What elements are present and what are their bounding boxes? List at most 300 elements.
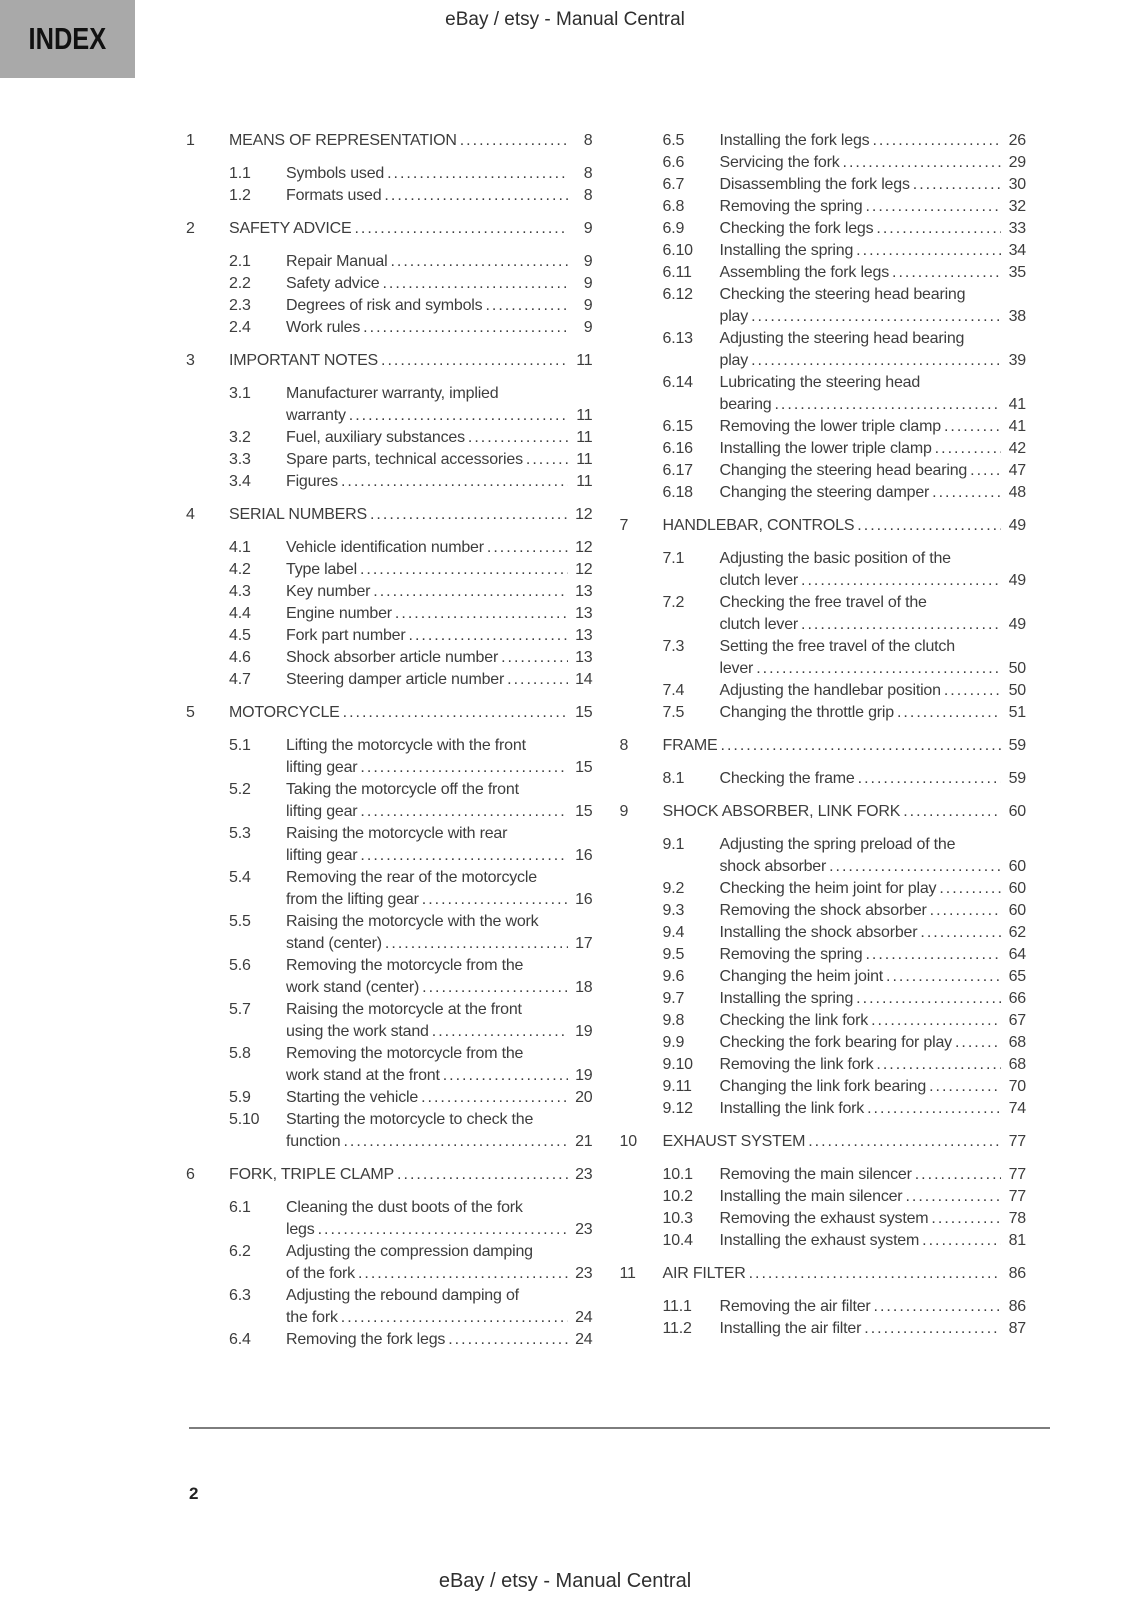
dot-leader <box>874 1296 1001 1318</box>
entry-page: 15 <box>575 803 593 820</box>
entry-title: SERIAL NUMBERS <box>229 506 367 523</box>
toc-sub-entry <box>620 218 1027 240</box>
toc-sub-entry <box>186 735 593 779</box>
entry-number: 1.1 <box>229 165 251 182</box>
entry-body <box>720 416 1027 438</box>
entry-title: Formats used <box>286 187 382 204</box>
entry-title: MEANS OF REPRESENTATION <box>229 132 457 149</box>
toc-sub-entry <box>620 416 1027 438</box>
entry-page: 11 <box>576 429 593 446</box>
toc-sub-entry <box>186 779 593 823</box>
entry-page: 8 <box>583 187 593 204</box>
entry-number: 6.2 <box>229 1243 251 1260</box>
entry-number: 6.4 <box>229 1331 251 1348</box>
entry-number: 6.5 <box>662 132 685 149</box>
entry-number: 3.4 <box>229 473 251 490</box>
entry-page: 42 <box>1008 440 1026 457</box>
entry-title: Repair Manual <box>286 253 388 270</box>
entry-number: 5.3 <box>229 825 251 842</box>
entry-page: 11 <box>576 451 593 468</box>
entry-number: 4.5 <box>229 627 251 644</box>
entry-title: Installing the fork legs <box>719 132 870 149</box>
entry-title-last-line <box>286 1329 593 1351</box>
entry-body <box>286 537 593 559</box>
entry-title-last-line <box>286 1021 593 1043</box>
entry-title: Checking the fork bearing for play <box>719 1034 952 1051</box>
entry-body <box>286 867 593 911</box>
entry-page: 62 <box>1008 924 1026 941</box>
toc-sub-entry <box>186 427 593 449</box>
entry-title: SAFETY ADVICE <box>229 220 352 237</box>
page-footer-title: eBay / etsy - Manual Central <box>438 1570 692 1592</box>
entry-body <box>286 625 593 647</box>
entry-body <box>720 218 1027 240</box>
entry-title: play <box>719 308 749 325</box>
entry-number: 5.5 <box>229 913 251 930</box>
entry-title-line: Adjusting the spring preload of the <box>719 836 956 853</box>
entry-title-last-line <box>286 933 593 955</box>
entry-body <box>720 680 1027 702</box>
entry-title-line: Raising the motorcycle with the work <box>286 913 539 930</box>
entry-number: 4.7 <box>229 671 251 688</box>
entry-page: 77 <box>1008 1188 1026 1205</box>
entry-number: 8.1 <box>662 770 685 787</box>
entry-page: 60 <box>1008 803 1026 820</box>
entry-body <box>720 130 1027 152</box>
toc-sub-entry <box>186 1285 593 1329</box>
toc-sub-entry <box>620 152 1027 174</box>
entry-body <box>286 823 593 867</box>
dot-leader <box>422 889 568 911</box>
dot-leader <box>903 801 1001 823</box>
dot-leader <box>876 1054 1001 1076</box>
entry-title: FORK, TRIPLE CLAMP <box>229 1166 395 1183</box>
entry-page: 35 <box>1008 264 1026 281</box>
toc-sub-entry <box>620 878 1027 900</box>
toc-section-entry <box>620 735 1027 757</box>
entry-title-last-line <box>720 1186 1027 1208</box>
dot-leader <box>343 702 568 724</box>
entry-number: 7.1 <box>662 550 685 567</box>
toc-sub-entry <box>620 1186 1027 1208</box>
entry-body <box>286 163 593 185</box>
toc-sub-entry <box>186 867 593 911</box>
toc-section-entry <box>186 218 593 240</box>
entry-number: 2.3 <box>229 297 251 314</box>
entry-title: stand (center) <box>286 935 382 952</box>
entry-number: 5 <box>186 704 195 721</box>
entry-number: 10.4 <box>662 1232 693 1249</box>
entry-title: lever <box>719 660 754 677</box>
entry-page: 13 <box>575 627 593 644</box>
dot-leader <box>871 1010 1001 1032</box>
entry-title-last-line <box>286 1065 593 1087</box>
entry-page: 81 <box>1008 1232 1026 1249</box>
entry-body <box>720 922 1027 944</box>
entry-number: 10 <box>619 1133 637 1150</box>
entry-page: 9 <box>583 297 593 314</box>
entry-title-last-line <box>286 647 593 669</box>
dot-leader <box>944 680 1001 702</box>
entry-number: 9 <box>619 803 629 820</box>
entry-body <box>720 548 1027 592</box>
dot-leader <box>843 152 1001 174</box>
entry-title-last-line <box>286 669 593 691</box>
dot-leader <box>857 515 1001 537</box>
toc-column-right <box>620 130 1027 1351</box>
entry-number: 6.10 <box>662 242 693 259</box>
entry-title-line: Manufacturer warranty, implied <box>286 385 499 402</box>
entry-title-line: Adjusting the rebound damping of <box>286 1287 519 1304</box>
entry-title-last-line <box>720 394 1027 416</box>
entry-title-last-line <box>720 1076 1027 1098</box>
entry-page: 17 <box>575 935 593 952</box>
entry-page: 39 <box>1008 352 1026 369</box>
toc-sub-entry <box>620 460 1027 482</box>
entry-title-last-line <box>720 614 1027 636</box>
dot-leader <box>864 1318 1001 1340</box>
entry-title: warranty <box>286 407 346 424</box>
toc-section-entry <box>186 504 593 526</box>
entry-title: work stand at the front <box>286 1067 440 1084</box>
toc-sub-entry <box>620 328 1027 372</box>
entry-number: 5.1 <box>229 737 251 754</box>
toc-sub-entry <box>620 372 1027 416</box>
entry-body <box>720 1186 1027 1208</box>
entry-title: work stand (center) <box>286 979 420 996</box>
toc-sub-entry <box>620 1164 1027 1186</box>
entry-title-last-line <box>720 878 1027 900</box>
entry-title-last-line <box>720 570 1027 592</box>
entry-title-last-line <box>286 449 593 471</box>
entry-title: Checking the heim joint for play <box>719 880 937 897</box>
entry-body <box>720 900 1027 922</box>
entry-title: legs <box>286 1221 315 1238</box>
entry-page: 49 <box>1008 616 1026 633</box>
toc-sub-entry <box>186 581 593 603</box>
entry-body <box>286 471 593 493</box>
entry-page: 24 <box>575 1309 593 1326</box>
dot-leader <box>876 218 1001 240</box>
dot-leader <box>922 1230 1001 1252</box>
entry-title-last-line <box>720 482 1027 504</box>
entry-number: 11.1 <box>662 1298 692 1315</box>
entry-number: 9.3 <box>662 902 685 919</box>
dot-leader <box>460 130 568 152</box>
entry-number: 6.1 <box>229 1199 251 1216</box>
entry-page: 86 <box>1008 1298 1026 1315</box>
dot-leader <box>944 416 1001 438</box>
entry-title-last-line <box>286 559 593 581</box>
entry-title-last-line <box>720 1296 1027 1318</box>
entry-body <box>286 317 593 339</box>
entry-page: 38 <box>1008 308 1026 325</box>
dot-leader <box>390 251 567 273</box>
entry-page: 74 <box>1008 1100 1026 1117</box>
entry-title-line: Setting the free travel of the clutch <box>719 638 955 655</box>
entry-number: 4.3 <box>229 583 251 600</box>
entry-number: 9.11 <box>662 1078 692 1095</box>
entry-title: Fuel, auxiliary substances <box>286 429 465 446</box>
toc-sub-entry <box>186 955 593 999</box>
entry-title-last-line <box>720 1230 1027 1252</box>
entry-number: 5.9 <box>229 1089 251 1106</box>
entry-body <box>286 955 593 999</box>
toc-sub-entry <box>620 548 1027 592</box>
entry-number: 9.5 <box>662 946 685 963</box>
toc-sub-entry <box>620 1208 1027 1230</box>
toc-sub-entry <box>620 680 1027 702</box>
dot-leader <box>920 922 1001 944</box>
entry-number: 2.4 <box>229 319 251 336</box>
toc-sub-entry <box>186 1329 593 1351</box>
entry-page: 65 <box>1008 968 1026 985</box>
dot-leader <box>721 735 1001 757</box>
entry-body <box>720 1032 1027 1054</box>
entry-title: Installing the exhaust system <box>719 1232 920 1249</box>
entry-title: bearing <box>719 396 772 413</box>
toc-sub-entry <box>186 273 593 295</box>
toc-section-entry <box>620 1131 1027 1153</box>
entry-number: 5.10 <box>229 1111 260 1128</box>
entry-title: Checking the link fork <box>719 1012 869 1029</box>
dot-leader <box>341 1307 568 1329</box>
entry-number: 6.15 <box>662 418 693 435</box>
entry-title: Changing the throttle grip <box>719 704 894 721</box>
entry-title: Changing the heim joint <box>719 968 884 985</box>
dot-leader <box>384 185 567 207</box>
entry-title: Disassembling the fork legs <box>719 176 910 193</box>
dot-leader <box>905 1186 1001 1208</box>
entry-body <box>720 1296 1027 1318</box>
entry-number: 5.6 <box>229 957 251 974</box>
entry-number: 6.7 <box>662 176 685 193</box>
entry-body <box>720 152 1027 174</box>
entry-title-last-line <box>720 350 1027 372</box>
entry-page: 77 <box>1008 1166 1026 1183</box>
entry-title-last-line <box>286 757 593 779</box>
entry-title: Changing the steering damper <box>719 484 930 501</box>
entry-title-last-line <box>286 1131 593 1153</box>
toc-sub-entry <box>620 174 1027 196</box>
dot-leader <box>409 625 568 647</box>
entry-title: Checking the frame <box>719 770 855 787</box>
entry-title-last-line <box>720 1032 1027 1054</box>
toc-sub-entry <box>620 702 1027 724</box>
dot-leader <box>395 603 568 625</box>
entry-title-line: Removing the motorcycle from the <box>286 1045 524 1062</box>
dot-leader <box>865 196 1001 218</box>
entry-page: 87 <box>1008 1320 1026 1337</box>
toc-sub-entry <box>620 482 1027 504</box>
toc-sub-entry <box>620 944 1027 966</box>
entry-number: 7.5 <box>662 704 685 721</box>
entry-title: Removing the air filter <box>719 1298 871 1315</box>
entry-body <box>286 1109 593 1153</box>
entry-page: 51 <box>1008 704 1026 721</box>
toc-sub-entry <box>186 537 593 559</box>
entry-number: 5.8 <box>229 1045 251 1062</box>
entry-body <box>720 1098 1027 1120</box>
entry-title-last-line <box>286 625 593 647</box>
dot-leader <box>867 1098 1001 1120</box>
entry-title: Installing the spring <box>719 242 854 259</box>
dot-leader <box>856 988 1001 1010</box>
entry-number: 7.2 <box>662 594 685 611</box>
entry-title-last-line <box>720 174 1027 196</box>
toc-sub-entry <box>620 1032 1027 1054</box>
entry-page: 29 <box>1008 154 1026 171</box>
entry-title-last-line <box>286 251 593 273</box>
dot-leader <box>360 801 567 823</box>
entry-page: 13 <box>575 583 593 600</box>
toc-sub-entry <box>186 911 593 955</box>
entry-title-last-line <box>286 845 593 867</box>
toc-sub-entry <box>620 1076 1027 1098</box>
entry-body <box>720 1318 1027 1340</box>
entry-title: shock absorber <box>719 858 827 875</box>
entry-page: 12 <box>575 539 593 556</box>
entry-number: 9.6 <box>662 968 685 985</box>
entry-title-last-line <box>286 801 593 823</box>
dot-leader <box>886 966 1001 988</box>
dot-leader <box>382 273 567 295</box>
entry-title-last-line <box>720 262 1027 284</box>
toc-sub-entry <box>620 988 1027 1010</box>
entry-title-last-line <box>286 405 593 427</box>
entry-number: 5.7 <box>229 1001 251 1018</box>
entry-title: Vehicle identification number <box>286 539 484 556</box>
entry-title-last-line <box>286 1263 593 1285</box>
dot-leader <box>381 350 567 372</box>
entry-number: 7 <box>619 517 629 534</box>
toc-sub-entry <box>186 163 593 185</box>
entry-title-last-line <box>720 460 1027 482</box>
dot-leader <box>897 702 1001 724</box>
dot-leader <box>970 460 1001 482</box>
entry-page: 49 <box>1008 517 1026 534</box>
dot-leader <box>801 570 1001 592</box>
entry-title-last-line <box>286 471 593 493</box>
entry-body <box>286 295 593 317</box>
entry-number: 10.3 <box>662 1210 693 1227</box>
entry-title: Removing the main silencer <box>719 1166 912 1183</box>
toc-sub-entry <box>186 449 593 471</box>
entry-number: 2 <box>186 220 195 237</box>
toc-sub-entry <box>620 438 1027 460</box>
entry-body <box>286 559 593 581</box>
entry-number: 11.2 <box>662 1320 692 1337</box>
toc-sub-entry <box>186 559 593 581</box>
entry-page: 60 <box>1008 858 1026 875</box>
dot-leader <box>507 669 567 691</box>
footer-divider <box>189 1427 1050 1429</box>
dot-leader <box>955 1032 1001 1054</box>
entry-number: 3.2 <box>229 429 251 446</box>
entry-title: FRAME <box>662 737 718 754</box>
entry-number: 9.7 <box>662 990 685 1007</box>
entry-page: 13 <box>575 605 593 622</box>
entry-body <box>720 636 1027 680</box>
entry-title: function <box>286 1133 341 1150</box>
entry-title: Removing the spring <box>719 198 863 215</box>
entry-body <box>720 482 1027 504</box>
entry-title: Shock absorber article number <box>286 649 499 666</box>
entry-page: 11 <box>576 407 593 424</box>
entry-body <box>720 460 1027 482</box>
entry-page: 15 <box>575 704 593 721</box>
entry-title: EXHAUST SYSTEM <box>662 1133 806 1150</box>
entry-body <box>286 383 593 427</box>
entry-body <box>720 1230 1027 1252</box>
dot-leader <box>448 1329 567 1351</box>
entry-page: 33 <box>1008 220 1026 237</box>
entry-title: Installing the main silencer <box>719 1188 903 1205</box>
dot-leader <box>865 944 1001 966</box>
entry-title-last-line <box>286 1219 593 1241</box>
entry-body <box>286 1285 593 1329</box>
dot-leader <box>360 845 567 867</box>
entry-page: 18 <box>575 979 593 996</box>
entry-title-last-line <box>720 856 1027 878</box>
dot-leader <box>397 1164 567 1186</box>
entry-title-line: Cleaning the dust boots of the fork <box>286 1199 523 1216</box>
index-tab-label: INDEX <box>28 21 107 56</box>
entry-title-line: Removing the rear of the motorcycle <box>286 869 537 886</box>
entry-number: 9.2 <box>662 880 685 897</box>
entry-title: Key number <box>286 583 371 600</box>
entry-title-last-line <box>720 1010 1027 1032</box>
toc-sub-entry <box>186 295 593 317</box>
dot-leader <box>341 471 568 493</box>
entry-title-line: Lubricating the steering head <box>719 374 921 391</box>
toc-section-entry <box>620 515 1027 537</box>
entry-body <box>720 284 1027 328</box>
toc-sub-entry <box>620 1010 1027 1032</box>
entry-page: 41 <box>1008 418 1026 435</box>
entry-body <box>286 251 593 273</box>
entry-page: 59 <box>1008 770 1026 787</box>
entry-title: Fork part number <box>286 627 406 644</box>
entry-title-last-line <box>286 1307 593 1329</box>
toc-sub-entry <box>186 625 593 647</box>
entry-body <box>720 1054 1027 1076</box>
entry-page: 34 <box>1008 242 1026 259</box>
entry-title: Steering damper article number <box>286 671 505 688</box>
entry-page: 68 <box>1008 1056 1026 1073</box>
entry-title-line: Adjusting the compression damping <box>286 1243 533 1260</box>
dot-leader <box>487 537 568 559</box>
entry-title: Removing the lower triple clamp <box>719 418 941 435</box>
toc-sub-entry <box>620 636 1027 680</box>
toc-sub-entry <box>620 1296 1027 1318</box>
entry-page: 47 <box>1008 462 1026 479</box>
entry-number: 6 <box>186 1166 195 1183</box>
toc-sub-entry <box>186 185 593 207</box>
entry-number: 9.4 <box>662 924 685 941</box>
dot-leader <box>526 449 568 471</box>
toc-section-entry <box>620 1263 1027 1285</box>
dot-leader <box>751 350 1001 372</box>
toc-sub-entry <box>186 471 593 493</box>
entry-page: 32 <box>1008 198 1026 215</box>
dot-leader <box>872 130 1001 152</box>
entry-title-line: Raising the motorcycle with rear <box>286 825 508 842</box>
entry-number: 9.10 <box>662 1056 693 1073</box>
entry-title-line: Raising the motorcycle at the front <box>286 1001 522 1018</box>
entry-page: 21 <box>575 1133 593 1150</box>
entry-title: play <box>719 352 749 369</box>
